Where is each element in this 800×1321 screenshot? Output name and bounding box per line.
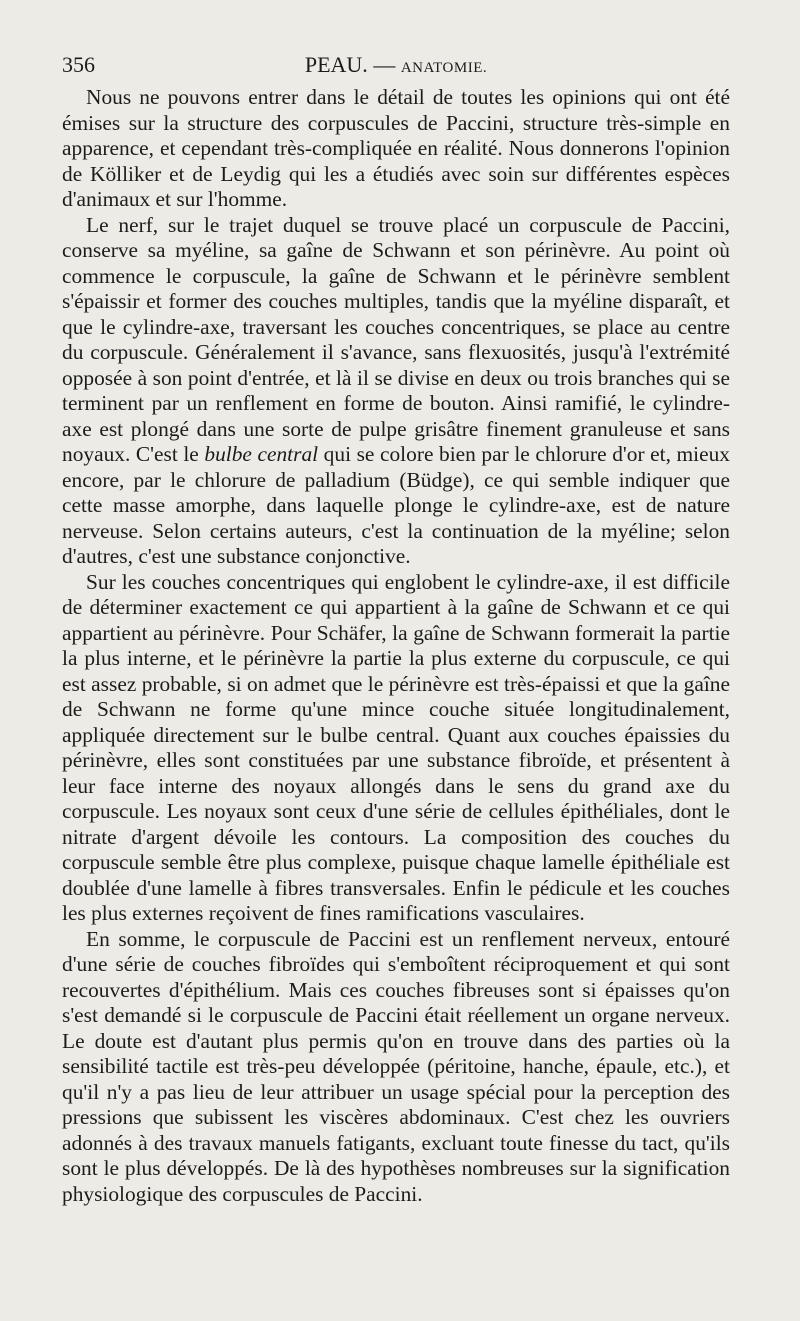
paragraph-2-text-a: Le nerf, sur le trajet duquel se trouve placé un corpuscule de Paccini, conserve sa myéline, sa gaîne de Schwann et son périnèvre. Au point où commence le corpuscule, la gaîne de Schwann et le périnèvre semblent s'épaissir et former des couches multiples, tandis que la myéline disparaît, et que le cylindre-axe, traversant les couches concentriques, se place au centre du corpuscule. Généralement il s'avance, sans flexuosités, jusqu'à l'extrémité opposée à son point d'entrée, et là il se divise en deux ou trois branches qui se terminent par un renflement en forme de bouton. Ainsi ramifié, le cylindre-axe est plongé dans une sorte de pulpe grisâtre finement granuleuse et sans noyaux. C'est le — [62, 212, 730, 466]
running-title-section: ANATOMIE. — [400, 60, 488, 76]
paragraph-2 — [62, 213, 730, 570]
page-header — [62, 52, 730, 82]
running-title-separator: — — [367, 52, 401, 77]
paragraph-1: Nous ne pouvons entrer dans le détail de toutes les opinions qui ont été émises sur la structure des corpuscules de Paccini, structure très-simple en apparence, et cependant très-compliquée en réalité. Nous donnerons l'opinion de Kölliker et de Leydig qui les a étudiés avec soin sur différentes espèces d'animaux et sur l'homme. — [62, 85, 730, 211]
running-title-main: PEAU. — [304, 52, 368, 77]
running-title — [62, 52, 730, 78]
paragraph-3: Sur les couches concentriques qui englobent le cylindre-axe, il est difficile de déterminer exactement ce qui appartient à la gaîne de Schwann et ce qui appartient au périnèvre. Pour Schäfer, la gaîne de Schwann formerait la partie la plus interne, et le périnèvre la partie la plus externe du corpuscule, ce qui est assez probable, si on admet que le périnèvre est très-épaissi et que la gaîne de Schwann ne forme qu'une mince couche située longitudinalement, appliquée directement sur le bulbe central. Quant aux couches épaissies du périnèvre, elles sont constituées par une substance fibroïde, et présentent à leur face interne des noyaux allongés dans le sens du grand axe du corpuscule. Les noyaux sont ceux d'une série de cellules épithéliales, dont le nitrate d'argent dévoile les contours. La composition des couches du corpuscule semble être plus complexe, puisque chaque lamelle épithéliale est doublée d'une lamelle à fibres transversales. Enfin le pédicule et les couches les plus externes reçoivent de fines ramifications vasculaires. — [62, 569, 730, 925]
paragraph-2-italic-term: bulbe central — [204, 442, 319, 466]
body-text — [62, 85, 730, 1207]
paragraph-4: En somme, le corpuscule de Paccini est un renflement nerveux, entouré d'une série de couches fibroïdes qui s'emboîtent réciproquement et qui sont recouvertes d'épithélium. Mais ces couches fibreuses sont si épaisses qu'on s'est demandé si le corpuscule de Paccini était réellement un organe nerveux. Le doute est d'autant plus permis qu'on en trouve dans des parties où la sensibilité tactile est très-peu développée (péritoine, hanche, épaule, etc.), et qu'il n'y a pas lieu de leur attribuer un usage spécial pour la perception des pressions que subissent les viscères abdominaux. C'est chez les ouvriers adonnés à des travaux manuels fatigants, excluant toute finesse du tact, qu'ils sont le plus développés. De là des hypothèses nombreuses sur la signification physiologique des corpuscules de Paccini. — [62, 926, 730, 1206]
page-number: 356 — [62, 52, 95, 77]
paragraph-2-text-b: qui se colore bien par le chlorure d'or et, mieux encore, par le chlorure de palladium (Büdge), ce qui semble indiquer que cette masse amorphe, dans laquelle plonge le cylindre-axe, est de nature nerveuse. Selon certains auteurs, c'est la continuation de la myéline; selon d'autres, c'est une substance conjonctive. — [62, 442, 730, 568]
